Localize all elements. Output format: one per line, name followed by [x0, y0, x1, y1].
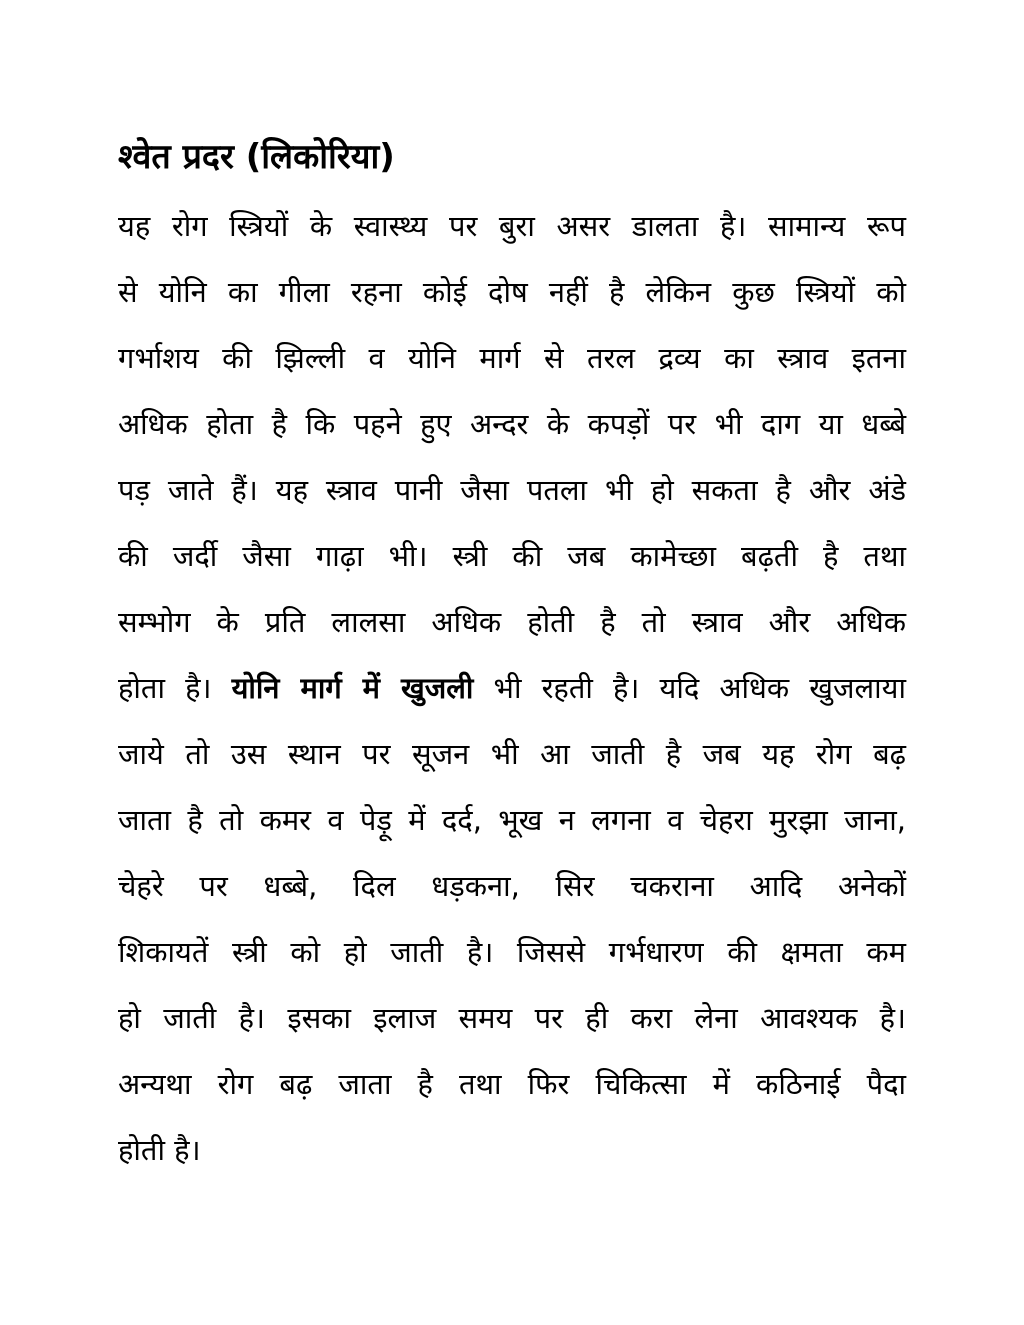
paragraph-line-last: होती है।: [118, 1133, 201, 1167]
paragraph-line: शिकायतें स्त्री को हो जाती है। जिससे गर्भधारण की क्षमता कम: [118, 935, 906, 969]
paragraph-line: अन्यथा रोग बढ़ जाता है तथा फिर चिकित्सा में कठिनाई पैदा: [118, 1067, 906, 1101]
paragraph-line: चेहरे पर धब्बे, दिल धड़कना, सिर चकराना आदि अनेकों: [118, 869, 906, 903]
paragraph-line: हो जाती है। इसका इलाज समय पर ही करा लेना आवश्यक है।: [118, 1001, 906, 1035]
paragraph-line: यह रोग स्त्रियों के स्वास्थ्य पर बुरा असर डालता है। सामान्य रूप: [118, 209, 906, 243]
document-body: [118, 204, 906, 1194]
line-text-before: होता है।: [118, 671, 232, 705]
paragraph-line: से योनि का गीला रहना कोई दोष नहीं है लेकिन कुछ स्त्रियों को: [118, 275, 906, 309]
paragraph-line: जाये तो उस स्थान पर सूजन भी आ जाती है जब यह रोग बढ़: [118, 737, 906, 771]
paragraph-line-with-emphasis: [118, 666, 906, 732]
paragraph-line: जाता है तो कमर व पेड़ू में दर्द, भूख न लगना व चेहरा मुरझा जाना,: [118, 803, 906, 837]
paragraph-line: की जर्दी जैसा गाढ़ा भी। स्त्री की जब कामेच्छा बढ़ती है तथा: [118, 539, 906, 573]
emphasized-text: योनि मार्ग में खुजली: [231, 671, 474, 705]
document-title: श्वेत प्रदर (लिकोरिया): [118, 137, 395, 177]
paragraph-line: पड़ जाते हैं। यह स्त्राव पानी जैसा पतला भी हो सकता है और अंडे: [118, 473, 906, 507]
line-text-after: भी रहती है। यदि अधिक खुजलाया: [473, 671, 906, 705]
paragraph-line: गर्भाशय की झिल्ली व योनि मार्ग से तरल द्रव्य का स्त्राव इतना: [118, 341, 906, 375]
paragraph-line: अधिक होता है कि पहने हुए अन्दर के कपड़ों पर भी दाग या धब्बे: [118, 407, 906, 441]
paragraph-line: सम्भोग के प्रति लालसा अधिक होती है तो स्त्राव और अधिक: [118, 605, 906, 639]
